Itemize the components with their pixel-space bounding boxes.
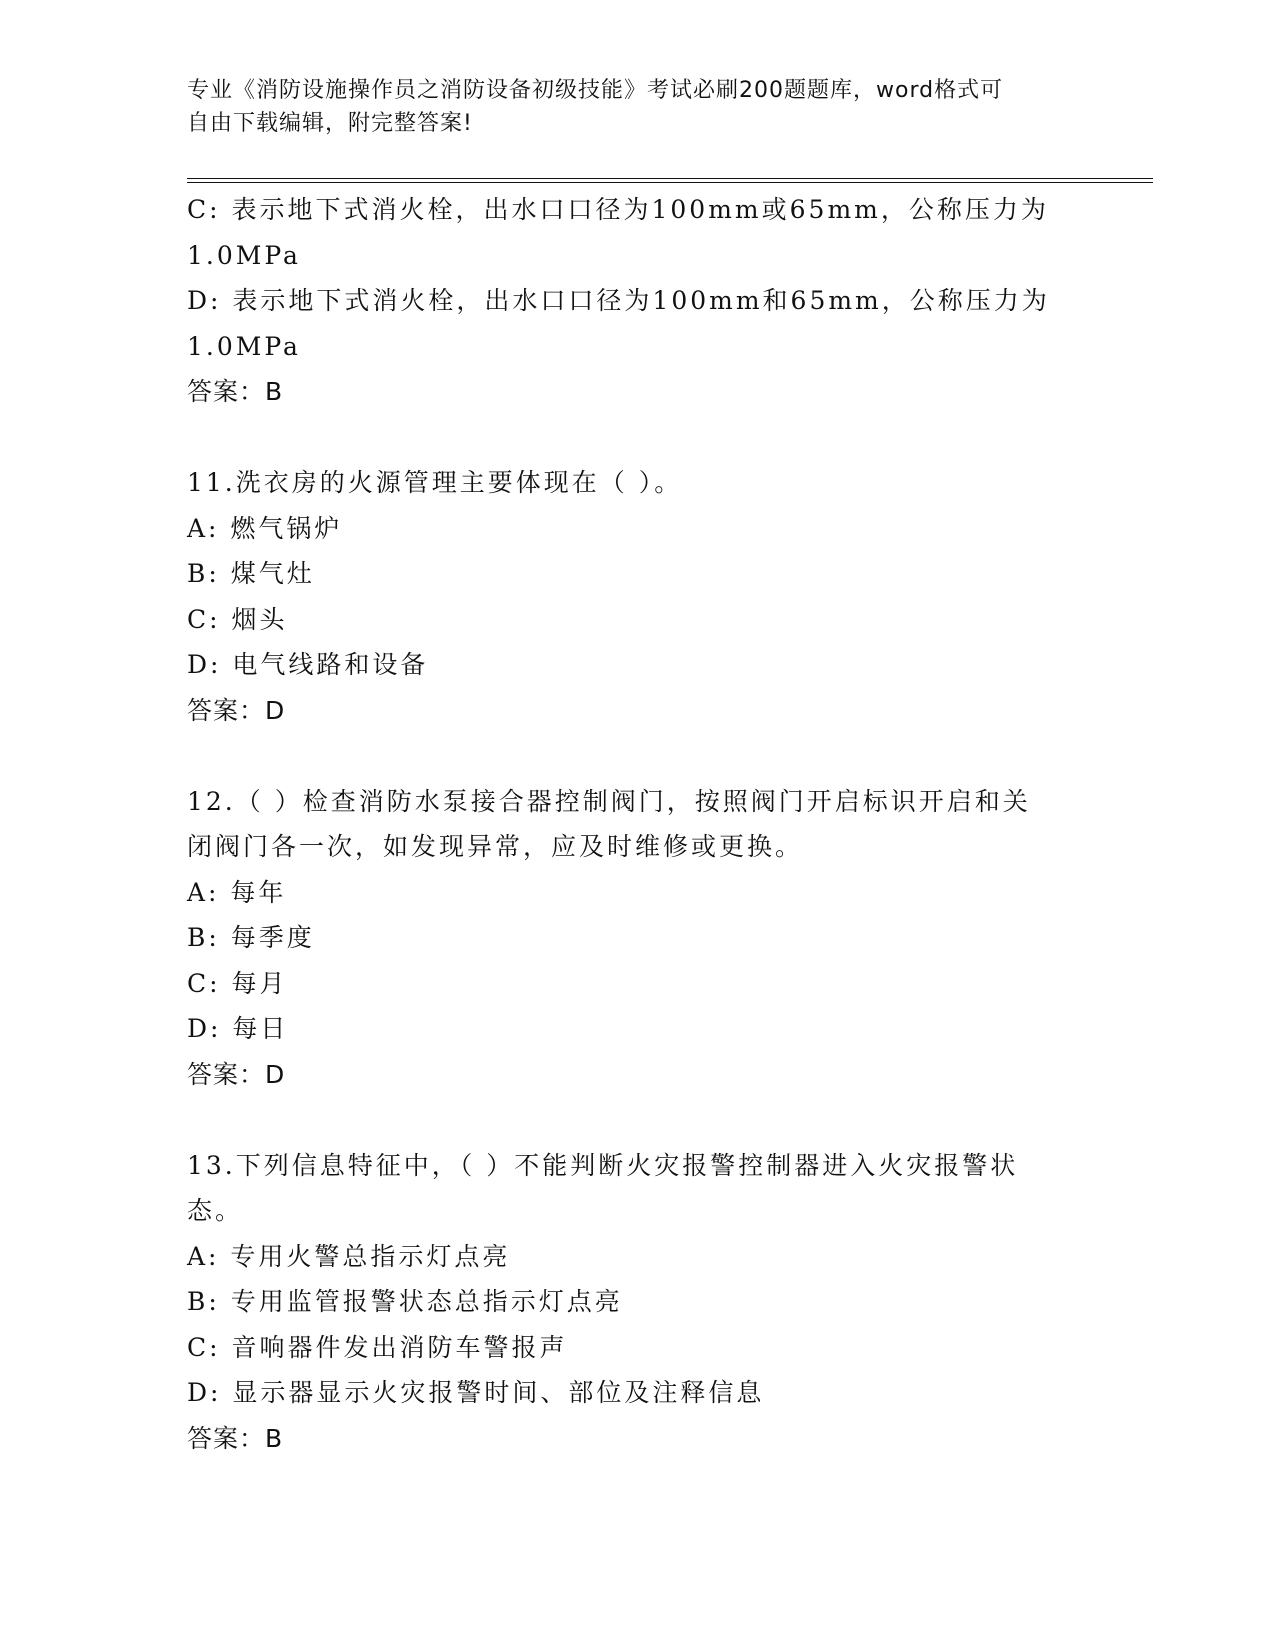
- question-spacer: [187, 415, 1087, 461]
- option-c: C: 烟头: [187, 604, 288, 634]
- question-stem-line-2: 态。: [187, 1196, 244, 1225]
- question-list: [187, 187, 1087, 1461]
- document-header: [187, 74, 1067, 140]
- option-a: A: 每年: [187, 877, 287, 907]
- option-b: B: 每季度: [187, 923, 315, 952]
- option-d-line-1: D: 表示地下式消火栓，出水口口径为100mm和65mm，公称压力为: [187, 286, 1050, 315]
- header-line-2: 自由下载编辑，附完整答案!: [187, 111, 473, 136]
- answer-line: 答案：B: [187, 377, 284, 406]
- option-b: B: 煤气灶: [187, 559, 315, 588]
- question-11: [187, 460, 1087, 733]
- question-stem: 11.洗衣房的火源管理主要体现在（ ）。: [187, 468, 683, 497]
- header-divider-top: [187, 178, 1153, 179]
- header-divider-bottom: [187, 182, 1153, 183]
- question-spacer: [187, 733, 1087, 779]
- answer-line: 答案：D: [187, 1059, 286, 1089]
- option-c: C: 音响器件发出消防车警报声: [187, 1332, 568, 1362]
- option-a: A: 燃气锅炉: [187, 513, 343, 543]
- option-c-line-2: 1.0MPa: [187, 240, 301, 270]
- question-13: [187, 1143, 1087, 1462]
- question-spacer: [187, 1097, 1087, 1143]
- answer-line: 答案：B: [187, 1423, 284, 1453]
- option-d-line-2: 1.0MPa: [187, 331, 301, 361]
- option-c-line-1: C: 表示地下式消火栓，出水口口径为100mm或65mm，公称压力为: [187, 195, 1049, 224]
- question-stem-line-1: 12.（ ）检查消防水泵接合器控制阀门，按照阀门开启标识开启和关: [187, 786, 1031, 816]
- option-d: D: 电气线路和设备: [187, 650, 429, 679]
- question-10-tail: [187, 187, 1087, 415]
- option-b: B: 专用监管报警状态总指示灯点亮: [187, 1287, 623, 1316]
- question-stem-line-2: 闭阀门各一次，如发现异常，应及时维修或更换。: [187, 832, 804, 861]
- option-d: D: 显示器显示火灾报警时间、部位及注释信息: [187, 1378, 765, 1407]
- answer-line: 答案：D: [187, 695, 286, 725]
- option-d: D: 每日: [187, 1014, 289, 1043]
- header-line-1: 专业《消防设施操作员之消防设备初级技能》考试必刷200题题库，word格式可: [187, 78, 1004, 103]
- option-c: C: 每月: [187, 968, 288, 998]
- question-stem-line-1: 13.下列信息特征中，（ ）不能判断火灾报警控制器进入火灾报警状: [187, 1150, 1019, 1180]
- question-12: [187, 779, 1087, 1098]
- option-a: A: 专用火警总指示灯点亮: [187, 1241, 511, 1271]
